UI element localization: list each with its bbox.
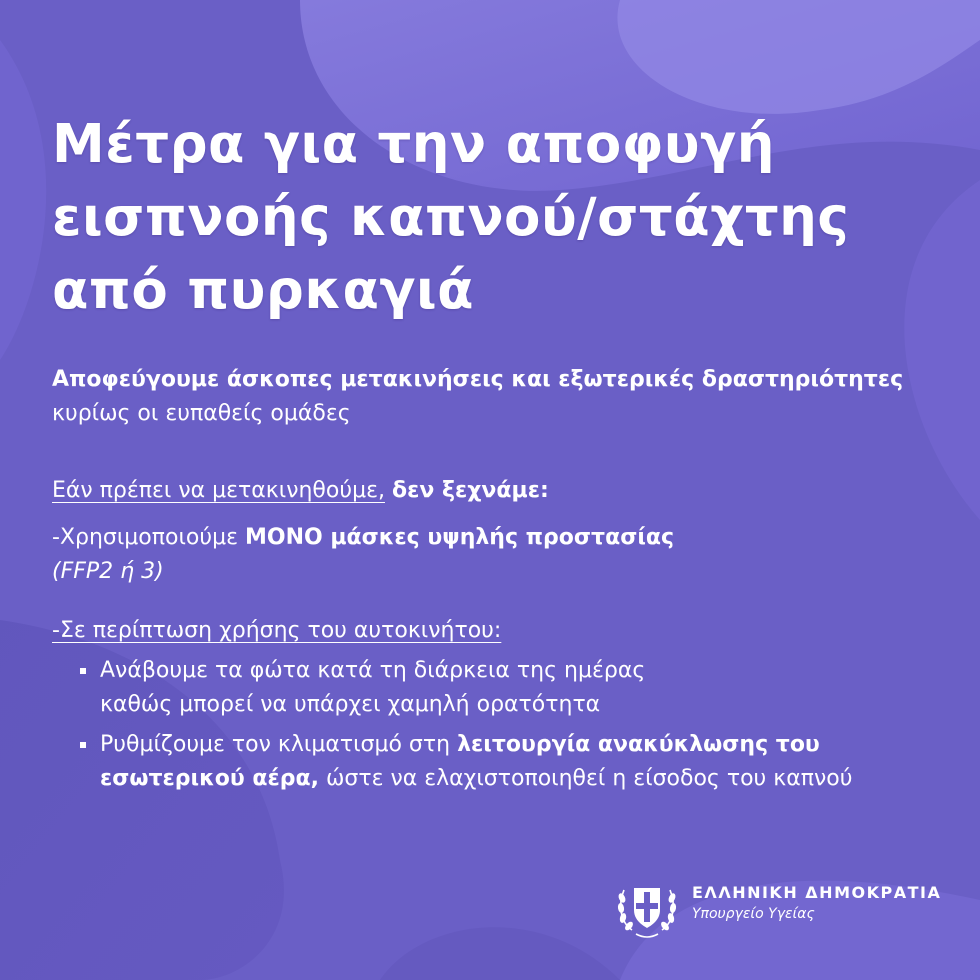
travel-underlined-text: Εάν πρέπει να μετακινηθούμε, bbox=[52, 478, 385, 503]
title-line-1: Μέτρα για την αποφυγή bbox=[52, 114, 775, 175]
intro-paragraph bbox=[52, 363, 932, 431]
bullet-2-suffix: ώστε να ελαχιστοποιηθεί η είσοδος του καπνού bbox=[325, 766, 853, 791]
greek-coat-of-arms-icon bbox=[612, 872, 682, 942]
org-name: ΕΛΛΗΝΙΚΗ ΔΗΜΟΚΡΑΤΙΑ bbox=[692, 883, 942, 902]
bullet-1-line-2: καθώς μπορεί να υπάρχει χαμηλή ορατότητα bbox=[100, 692, 601, 717]
bullet-2-bold: λειτουργία ανακύκλωσης του εσωτερικού αέρα, bbox=[100, 732, 820, 791]
title-line-2: εισπνοής καπνού/στάχτης bbox=[52, 187, 850, 248]
org-block bbox=[692, 883, 941, 925]
list-item bbox=[78, 654, 958, 722]
car-bullet-list bbox=[78, 654, 958, 802]
bullet-2-prefix: Ρυθμίζουμε τον κλιματισμό στη bbox=[100, 732, 451, 757]
bullet-square-icon bbox=[80, 742, 86, 748]
mask-paragraph bbox=[52, 521, 932, 589]
intro-bold-text: Αποφεύγουμε άσκοπες μετακινήσεις και εξωτερικές δραστηριότητες bbox=[52, 367, 904, 392]
mask-italic-text: (FFP2 ή 3) bbox=[52, 559, 164, 584]
ministry-name: Υπουργείο Υγείας bbox=[692, 906, 815, 922]
car-heading bbox=[52, 614, 501, 648]
mask-prefix: -Χρησιμοποιούμε bbox=[52, 525, 238, 550]
bullet-1-line-1: Ανάβουμε τα φώτα κατά τη διάρκεια της ημέρας bbox=[100, 658, 646, 683]
title-line-3: από πυρκαγιά bbox=[52, 260, 475, 321]
list-item bbox=[78, 728, 958, 796]
travel-bold-text: δεν ξεχνάμε: bbox=[391, 478, 549, 503]
travel-line bbox=[52, 474, 549, 508]
intro-normal-text: κυρίως οι ευπαθείς ομάδες bbox=[52, 401, 351, 426]
mask-bold-text: ΜΟΝΟ μάσκες υψηλής προστασίας bbox=[245, 525, 675, 550]
car-heading-text: -Σε περίπτωση χρήσης του αυτοκινήτου: bbox=[52, 618, 502, 643]
bullet-square-icon bbox=[80, 668, 86, 674]
page-title bbox=[52, 108, 952, 327]
